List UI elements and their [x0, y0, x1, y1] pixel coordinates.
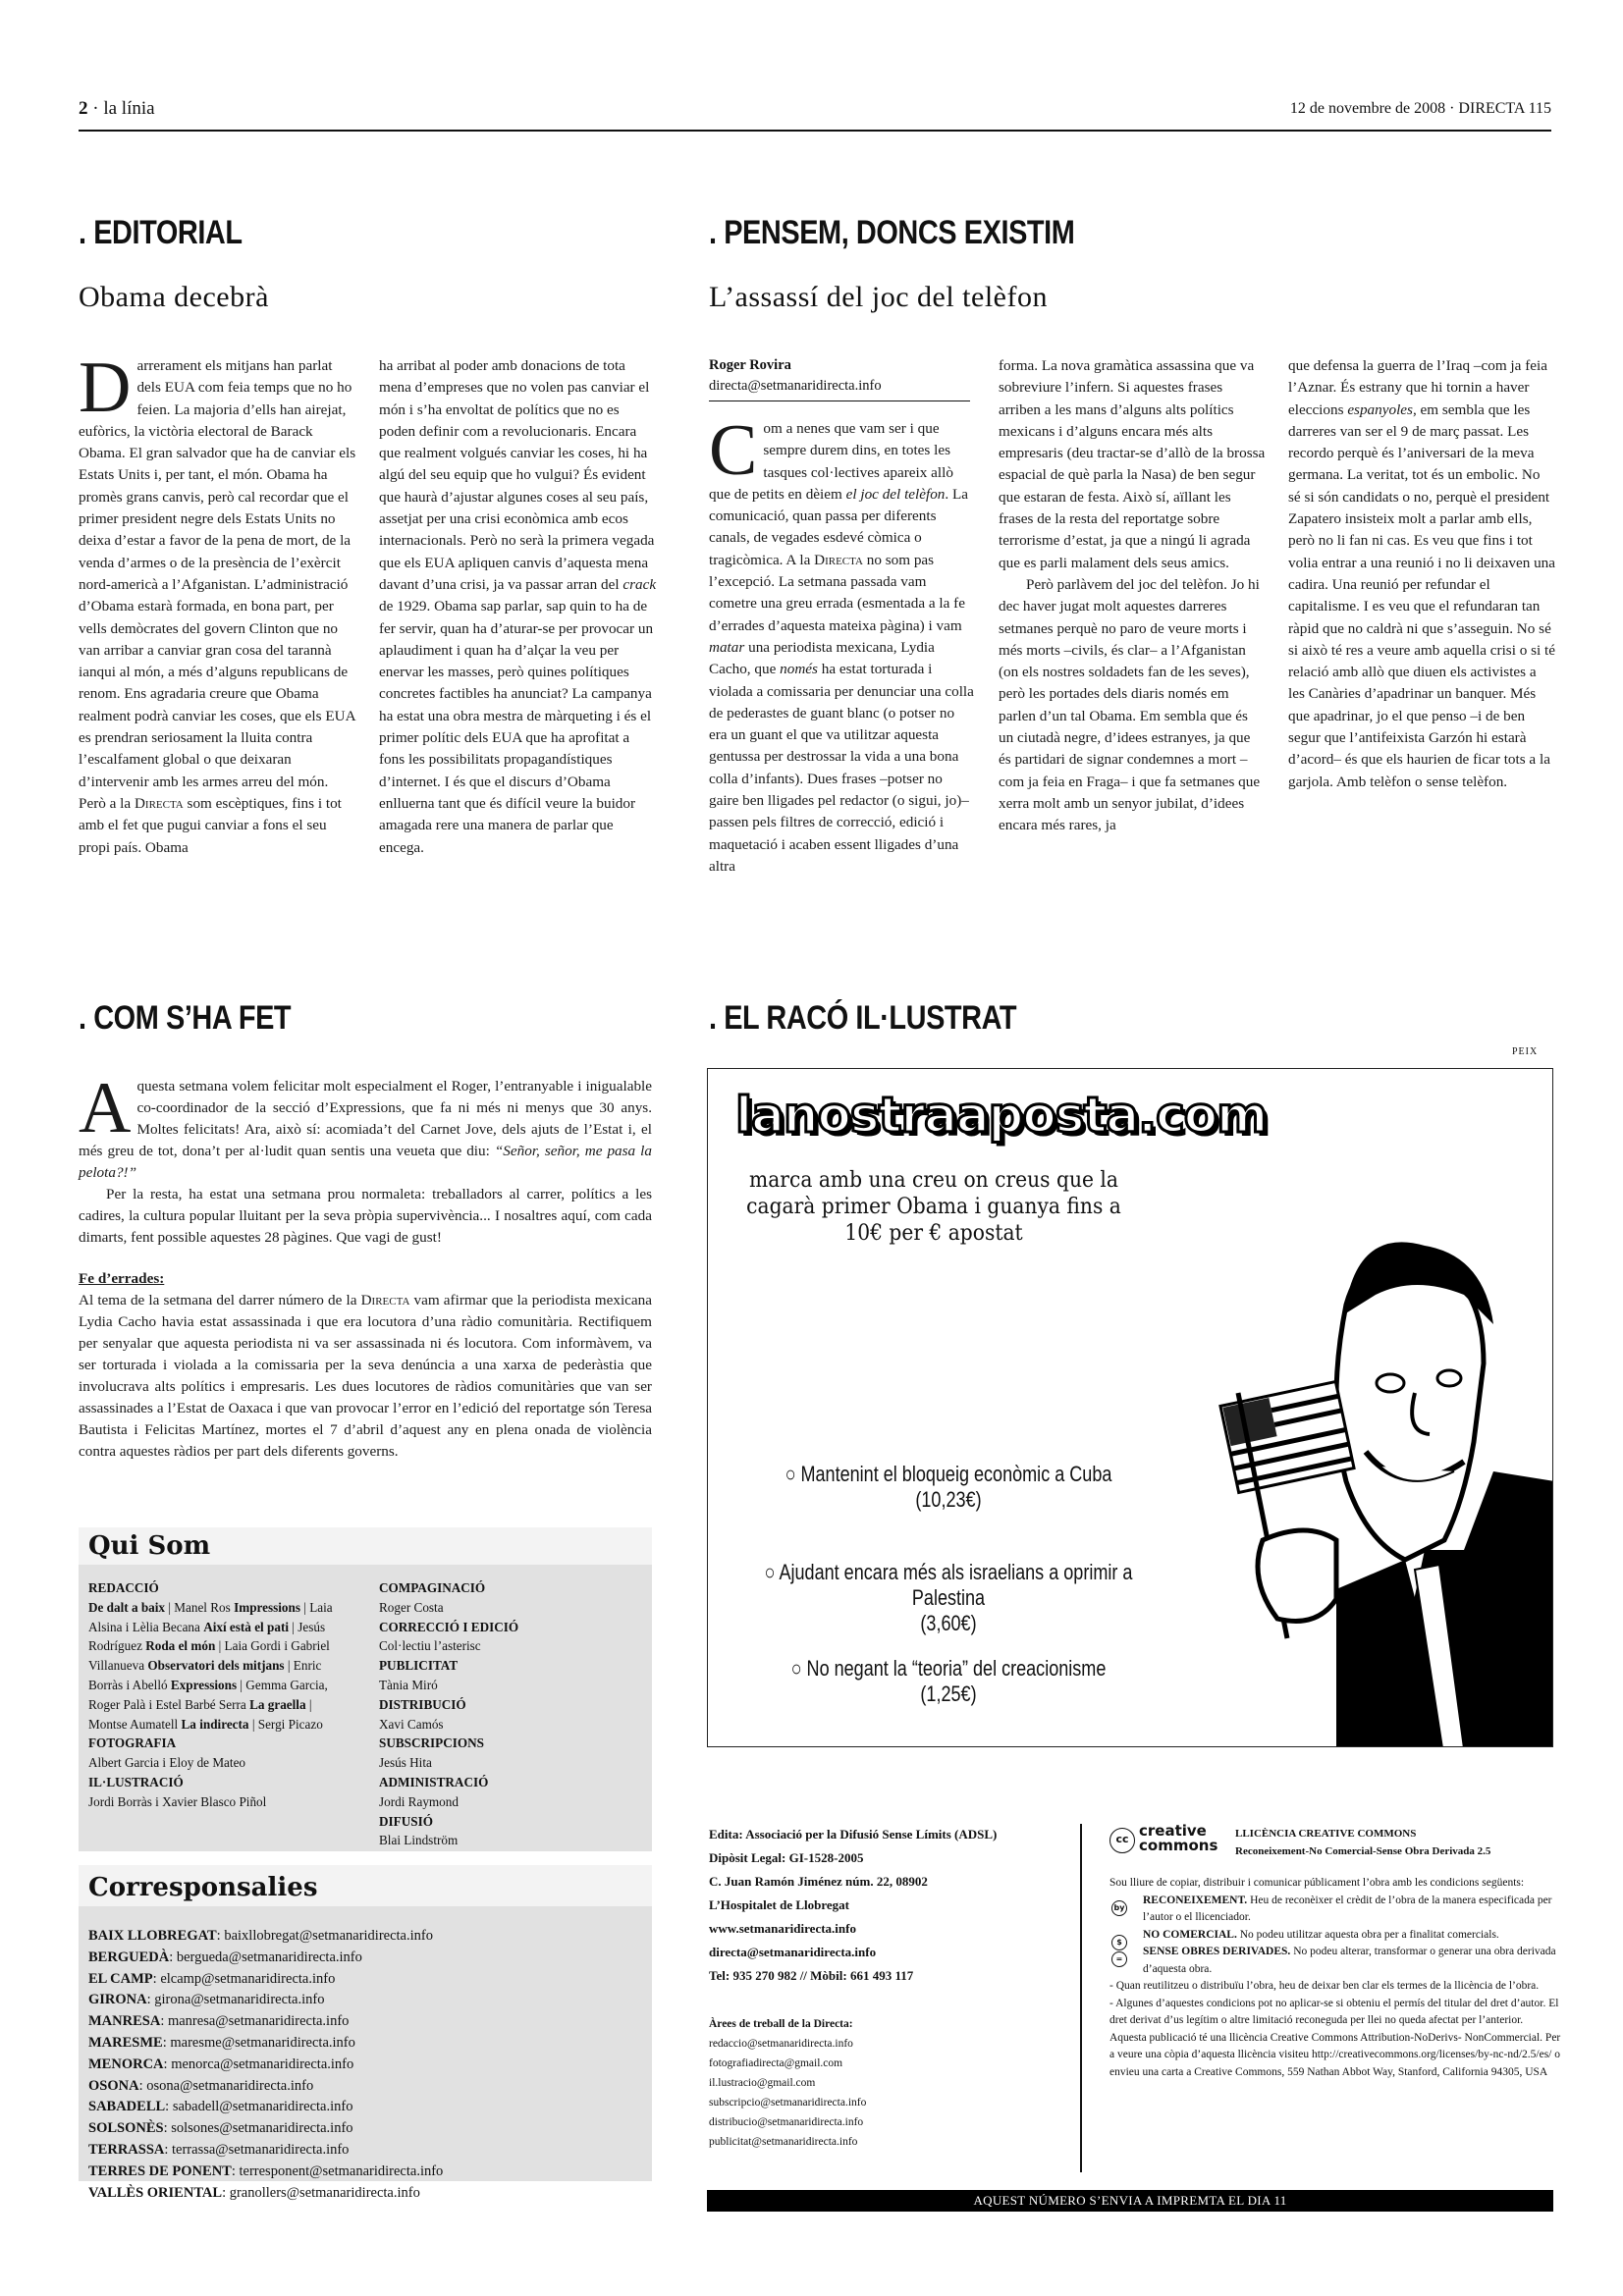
staff-names: Xavi Camós [379, 1716, 444, 1732]
condition-text: No podeu alterar, transformar o generar una obra derivada d’aquesta obra. [1143, 1946, 1556, 1975]
separator: : [152, 1970, 161, 1987]
staff-names: Jordi Raymond [379, 1793, 459, 1809]
work-area-email[interactable]: redaccio@setmanaridirecta.info [709, 2038, 853, 2050]
bullet-circle-icon: ○ [790, 1656, 807, 1681]
bet-option [763, 1560, 1133, 1636]
correspondent-row [88, 1948, 642, 1969]
region-email[interactable]: bergueda@setmanaridirecta.info [176, 1949, 362, 1965]
separator: : [216, 1928, 225, 1944]
section-name: La indirecta [181, 1716, 249, 1732]
running-header [79, 98, 1551, 132]
bet-option [763, 1462, 1133, 1513]
staff-sections [88, 1598, 353, 1735]
byline [709, 355, 970, 401]
correspondent-row [88, 2183, 642, 2205]
region-name: VALLÈS ORIENTAL [88, 2184, 223, 2201]
section-name: · la línia [92, 98, 155, 119]
region-name: MENORCA [88, 2056, 164, 2072]
section-name: Observatori dels mitjans [147, 1658, 285, 1674]
noncommercial-icon: $ [1111, 1935, 1127, 1950]
condition-text: Heu de reconèixer el crèdit de l’obra de la manera especificada per l’autor o el llicenciador. [1143, 1894, 1552, 1923]
license-note-1: - Quan reutilitzeu o distribuïu l’obra, heu de deixar ben clar els termes de la llicència de l’obra. [1109, 1980, 1540, 1992]
column-divider [1080, 1824, 1082, 2172]
opinion-headline: L’assassí del joc del telèfon [709, 281, 1048, 313]
separator: : [222, 2184, 230, 2201]
license-subtitle: Reconeixement-No Comercial-Sense Obra Derivada 2.5 [1235, 1844, 1491, 1857]
region-name: MARESME [88, 2034, 163, 2051]
work-areas [709, 2014, 1072, 2152]
qui-som-left-column [88, 1578, 353, 1812]
credit-line: Tel: 935 270 982 // Mòbil: 661 493 117 [709, 1968, 914, 1983]
condition-name: RECONEIXEMENT. [1143, 1894, 1248, 1906]
staff-names: Roger Costa [379, 1599, 444, 1615]
region-name: BERGUEDÀ [88, 1949, 170, 1965]
section-name: Impressions [234, 1599, 300, 1615]
bet-odds: (10,23€) [915, 1487, 982, 1512]
editorial-column-1: Darrerament els mitjans han parlat dels EUA com feia temps que no ho feien. La majoria d’ells han airejat, eufòrics, la victòria electoral de Barack Obama. El gran salvador que ha de canviar els Estats Units i, per tant, el món. Obama ha promès grans canvis, però cal recordar que el primer president negre dels Estats Units no deixa d’estar a favor de la pena de mort, de la venda d’armes o de la presència de l’exèrcit nord-americà a l’Afganistan. L’administració d’Obama estarà formada, en bona part, per vells demòcrates del govern Clinton que no van arribar a canviar gran cosa del tarannà ianqui al món, a més d’alguns republicans de renom. Ens agradaria creure que Obama realment podrà canviar les coses, que els EUA es prendran seriosament la lluita contra l’escalfament global o que deixaran d’intervenir amb les armes arreu del món. Però a la Directa som escèptiques, fins i tot amb el fet que pugui canviar a fons el seu propi país. Obama [79, 347, 356, 856]
correspondent-row [88, 2118, 642, 2140]
credit-line: Edita: Associació per la Difusió Sense Límits (ADSL) [709, 1827, 998, 1842]
bet-option-text: Mantenint el bloqueig econòmic a Cuba [800, 1462, 1112, 1486]
license-title: LLICÈNCIA CREATIVE COMMONS [1235, 1828, 1417, 1840]
staff-names: | Sergi Picazo [248, 1716, 323, 1732]
staff-names: Blai Lindström [379, 1833, 459, 1848]
work-area-email[interactable]: publicitat@setmanaridirecta.info [709, 2136, 858, 2148]
staff-names: | Gemma Garcia, Roger Palà i Estel Barbé Serra [88, 1677, 328, 1712]
region-email[interactable]: girona@setmanaridirecta.info [154, 1992, 325, 2008]
obama-caricature-drawing [1169, 1128, 1553, 1747]
corresponsalies-list [79, 1906, 652, 2214]
staff-role-heading: SUBSCRIPCIONS [379, 1735, 484, 1751]
region-email[interactable]: solsones@setmanaridirecta.info [171, 2120, 353, 2137]
region-name: MANRESA [88, 2013, 161, 2030]
staff-names: Jesús Hita [379, 1755, 432, 1771]
region-name: TERRASSA [88, 2141, 165, 2158]
license-body [1109, 1875, 1561, 2081]
qui-som-panel [79, 1527, 652, 1851]
correspondent-row [88, 2055, 642, 2076]
qui-som-right-column [379, 1578, 634, 1850]
bet-option [763, 1656, 1133, 1707]
section-name: La graella [249, 1696, 306, 1712]
separator: : [163, 2056, 172, 2072]
errata-title: Fe d’errades: [79, 1270, 165, 1287]
page-number: 2 [79, 98, 88, 119]
dropcap: C [709, 410, 758, 491]
dropcap: D [79, 347, 132, 428]
attribution-icon: by [1111, 1900, 1127, 1916]
separator: : [146, 1992, 155, 2008]
errata: Fe d’errades: Al tema de la setmana del darrer número de la Directa vam afirmar que la periodista mexicana Lydia Cacho havia estat assassinada i que era locutora d’una ràdio comunitària. Rectifiquem per senyalar que aquesta periodista ni va ser assassinada ni és locutora. Com informàvem, va ser torturada i violada a la comissaria per la seva denúncia a una xarxa de pederàstia que involucrava alts polítics i empresaris. Les dues locutores de ràdios comunitàries que van ser assassinades a l’Estat de Oaxaca i que van provocar l’error en l’edició del reportatge són Teresa Bautista i Felicitas Martínez, mortes el 7 d’abril d’aquest any en plena onada de violència contra aquestes ràdios per part dels diferents governs. [79, 1270, 652, 1460]
staff-role-heading: ADMINISTRACIÓ [379, 1774, 489, 1789]
publisher-credits [709, 1823, 1072, 1988]
print-date-bar: AQUEST NÚMERO S’ENVIA A IMPREMTA EL DIA 11 [707, 2190, 1553, 2212]
region-email[interactable]: maresme@setmanaridirecta.info [170, 2034, 355, 2051]
creative-commons-logo: cc creative commons [1109, 1826, 1208, 1859]
cartoon-illustration [707, 1068, 1553, 1747]
correspondent-row [88, 1969, 642, 1991]
page-section-label [79, 98, 155, 120]
cartoon-tagline: marca amb una creu on creus que la cagarà primer Obama i guanya fins a 10€ per € apostat [746, 1168, 1121, 1246]
region-email[interactable]: baixllobregat@setmanaridirecta.info [224, 1928, 433, 1944]
bet-odds: (1,25€) [920, 1682, 977, 1706]
qui-som-title: Qui Som [79, 1527, 652, 1565]
bet-option-text: No negant la “teoria” del creacionisme [806, 1656, 1107, 1681]
work-area-email[interactable]: il.lustracio@gmail.com [709, 2077, 816, 2089]
staff-names: | Laia Gordi i Gabriel Villanueva [88, 1638, 330, 1674]
illustration-section-title: . EL RACÓ IL·LUSTRAT [709, 999, 1017, 1037]
separator: : [160, 2013, 168, 2030]
section-name: Expressions [170, 1677, 238, 1692]
bet-option-text: Ajudant encara més als israelians a oprimir a Palestina [779, 1560, 1133, 1610]
license-intro: Sou lliure de copiar, distribuir i comunicar públicament l’obra amb les condicions següents: [1109, 1877, 1525, 1889]
staff-role-heading: CORRECCIÓ I EDICIÓ [379, 1619, 519, 1634]
section-name: Roda el món [145, 1638, 216, 1654]
section-name: Així està el pati [203, 1619, 289, 1634]
work-area-email[interactable]: distribucio@setmanaridirecta.info [709, 2116, 864, 2128]
region-name: TERRES DE PONENT [88, 2163, 232, 2179]
brand-name: Directa [134, 794, 184, 812]
staff-names: Tània Miró [379, 1677, 438, 1692]
region-name: EL CAMP [88, 1970, 153, 1987]
license-condition [1109, 1893, 1561, 1927]
correspondent-row [88, 2033, 642, 2055]
separator: : [164, 2141, 173, 2158]
license-note-2: - Algunes d’aquestes condicions pot no aplicar-se si obteniu el permís del titular del dret d’autor. El dret derivat d’us legítim o altre limitació reconeguda per llei no queda afectat per l’anterior. [1109, 1997, 1559, 2026]
bullet-circle-icon: ○ [764, 1560, 780, 1584]
bullet-circle-icon: ○ [784, 1462, 801, 1486]
opinion-column-3: que defensa la guerra de l’Iraq –com ja feia l’Aznar. És estrany que hi tornin a haver eleccions espanyoles, em sembla que les darreres van ser el 9 de març passat. Les recordo perquè és l’aniversari de la meva germana. La veritat, tot és un embolic. No sé si són candidats o no, perquè el president Zapatero insisteix molt a parlar amb ells, però no li fan ni cas. Es veu que fins i tot volia entrar a una reunió i no li deixaven una cadira. Una reunió per refundar el capitalisme. I es veu que el refundaran tan ràpid que no caldrà ni que s’asseguin. No sé si això té res a veure amb aquella crisi o si té relació amb allò que diuen els activistes a les Canàries d’apadrinar un banquer. Més que apadrinar, jo el que penso –i de ben segur que l’antifeixista Garzón hi estarà d’acord– és que els haurien de ficar tots a la garjola. Amb telèfon o sense telèfon. [1288, 357, 1556, 790]
region-email[interactable]: sabadell@setmanaridirecta.info [172, 2099, 353, 2115]
condition-name: NO COMERCIAL. [1143, 1928, 1237, 1941]
staff-names: | Jesús Rodríguez [88, 1619, 326, 1654]
region-name: SOLSONÈS [88, 2120, 164, 2137]
section-name: De dalt a baix [88, 1599, 166, 1615]
staff-role-heading: IL·LUSTRACIÓ [88, 1774, 184, 1789]
corresponsalies-title: Corresponsalies [79, 1865, 652, 1906]
brand-name: Directa [360, 1292, 410, 1308]
staff-names: Albert Garcia i Eloy de Mateo [88, 1755, 246, 1771]
staff-role-heading: DIFUSIÓ [379, 1813, 433, 1829]
credit-line: C. Juan Ramón Jiménez núm. 22, 08902 [709, 1874, 928, 1889]
staff-names: Jordi Borràs i Xavier Blasco Piñol [88, 1793, 267, 1809]
region-email[interactable]: osona@setmanaridirecta.info [146, 2077, 314, 2094]
condition-text: No podeu utilitzar aquesta obra per a finalitat comercials. [1236, 1928, 1499, 1941]
separator: : [162, 2034, 171, 2051]
opinion-column-1: Com a nenes que vam ser i que sempre durem dins, en totes les tasques col·lectives apareix allò que de petits en dèiem el joc del telèfon. La comunicació, quan passa per diferents canals, de vegades esdevé còmica o tragicòmica. A la Directa no som pas l’excepció. La setmana passada vam cometre una greu errada (esmentada a la fe d’errades d’aquesta mateixa pàgina) i vam matar una periodista mexicana, Lydia Cacho, que només ha estat torturada i violada a comissaria per denunciar una colla de pederastes de guant blanc (o potser no era un guant el que va utilitzar aquesta gentussa per destrossar la vida a una bona colla d’infants). Dues frases –potser no gaire ben lligades pel redactor (o sigui, jo)– passen pels filtres de correcció, edició i maquetació i acaben essent lligades d’una altra [709, 410, 974, 875]
staff-role-heading: REDACCIÓ [88, 1580, 159, 1595]
staff-names: Col·lectiu l’asterisc [379, 1638, 481, 1654]
license-condition [1109, 1944, 1561, 1978]
credit-line: L’Hospitalet de Llobregat [709, 1897, 850, 1912]
cartoon-logo: lanostraaposta.com [735, 1087, 1268, 1144]
region-email[interactable]: elcamp@setmanaridirecta.info [160, 1970, 336, 1987]
making-of-section-title: . COM S’HA FET [79, 999, 292, 1037]
dropcap: A [79, 1068, 132, 1148]
correspondent-row [88, 1926, 642, 1948]
correspondent-row [88, 2097, 642, 2118]
region-email[interactable]: terrassa@setmanaridirecta.info [172, 2141, 350, 2158]
correspondent-row [88, 2162, 642, 2183]
author-email[interactable]: directa@setmanaridirecta.info [709, 378, 882, 394]
brand-name: Directa [814, 551, 863, 568]
staff-names: | Manel Ros [165, 1599, 235, 1615]
work-area-email[interactable]: subscripcio@setmanaridirecta.info [709, 2097, 867, 2109]
caricature-figure [1220, 1242, 1553, 1747]
editorial-headline: Obama decebrà [79, 281, 269, 313]
region-name: SABADELL [88, 2099, 166, 2115]
credit-line: Dipòsit Legal: GI-1528-2005 [709, 1850, 864, 1865]
region-name: BAIX LLOBREGAT [88, 1928, 217, 1944]
region-email[interactable]: granollers@setmanaridirecta.info [229, 2184, 420, 2201]
separator: : [163, 2120, 172, 2137]
illustrator-credit: PEIX [1512, 1046, 1539, 1057]
separator: : [138, 2077, 147, 2094]
license-note-3: Aquesta publicació té una llicència Creative Commons Attribution-NoDerivs- NonCommercial. Per a veure una còpia d’aquesta llicència visiteu http://creativecommons.org/licenses/by-nc-nd/2.5/es/ o envieu una carta a Creative Commons, 559 Nathan Abbot Way, Stanford, California 94305, USA [1109, 2031, 1561, 2078]
no-derivatives-icon: = [1111, 1951, 1127, 1967]
region-name: OSONA [88, 2077, 139, 2094]
making-of-body: Aquesta setmana volem felicitar molt especialment el Roger, l’entranyable i inigualable co-coordinador de la secció d’Expressions, que fa ni més ni menys que 30 anys. Moltes felicitats! Ara, això sí: acomiada’t del Carnet Jove, dels ajuts de l’Estat i, el més greu de tot, dona’t per al·ludit quan sentis una veueta que diu: “Señor, señor, me pasa la pelota?!” Per la resta, ha estat una setmana prou normaleta: treballadors al carrer, polítics a les cadires, la cultura popular lluitant per la seva pròpia supervivència... I nosaltres aquí, com cada dimarts, fent possible aquestes 28 pàgines. Que vagi de gust! [79, 1068, 652, 1246]
separator: : [231, 2163, 240, 2179]
cc-icon: cc [1109, 1828, 1135, 1853]
correspondent-row [88, 2140, 642, 2162]
separator: : [165, 2099, 173, 2115]
corresponsalies-panel [79, 1865, 652, 2201]
correspondent-row [88, 2076, 642, 2098]
editorial-column-2: ha arribat al poder amb donacions de tota mena d’empreses que no volen pas canviar el món i s’ha envoltat de polítics que no es poden definir com a revolucionaris. Encara que realment volgués canviar les coses, hi ha algú del seu equip que ho vulgui? És evident que haurà d’ajustar algunes coses al seu país, assetjat per una crisi econòmica amb ecos internacionals. Però no serà la primera vegada que els EUA apliquen canvis d’aquesta mena davant d’una crisi, ja va passar arran del crack de 1929. Obama sap parlar, sap quin to ha de fer servir, quan ha d’aturar-se per provocar un aplaudiment i quan ha d’alçar la veu per enervar les masses, però quines polítiques concretes factibles ha anunciat? La campanya ha estat una obra mestra de màrqueting i és el primer polític dels EUA que ha aprofitat a fons les possibilitats propagandístiques d’internet. I és que el discurs d’Obama enlluerna tant que és difícil veure la buidor amagada rere una manera de parlar que encega. [379, 357, 657, 856]
separator: : [169, 1949, 177, 1965]
region-email[interactable]: menorca@setmanaridirecta.info [171, 2056, 354, 2072]
staff-role-heading: COMPAGINACIÓ [379, 1580, 486, 1595]
region-name: GIRONA [88, 1992, 147, 2008]
bet-odds: (3,60€) [920, 1611, 977, 1635]
opinion-column-2: forma. La nova gramàtica assassina que va sobreviure l’infern. Si aquestes frases arriben a les mans d’alguns alts polítics mexicans i d’alguns encara més alts empresaris (deu tractar-se d’allò de la brossa espacial de què parla la Nasa) de ben segur que estaran de festa. Això sí, aïllant les frases de la resta del reportatge sobre terrorisme d’estat, ja que a ningú li agrada que es parli malament dels seus amics. Però parlàvem del joc del telèfon. Jo hi dec haver jugat molt aquestes darreres setmanes perquè no paro de veure morts i més morts –civils, és clar– a l’Afganistan (on els nostres soldadets fan de les seves), però les portades dels diaris només em parlen d’un tal Obama. Em sembla que és un ciutadà negre, d’idees estranyes, ja que és partidari de signar condemnes a mort –com ja feia en Fraga– i que fa setmanes que xerra molt amb un senyor jubilat, d’idees encara més rares, ja [999, 357, 1266, 834]
staff-names: | Enric Borràs i Abelló [88, 1658, 322, 1692]
editorial-section-title: . EDITORIAL [79, 214, 243, 251]
work-areas-title: Àrees de treball de la Directa: [709, 2018, 853, 2030]
condition-name: SENSE OBRES DERIVADES. [1143, 1946, 1291, 1957]
opinion-section-title: . PENSEM, DONCS EXISTIM [709, 214, 1075, 251]
credit-line: www.setmanaridirecta.info [709, 1921, 856, 1936]
staff-role-heading: FOTOGRAFIA [88, 1735, 177, 1751]
credit-line: directa@setmanaridirecta.info [709, 1945, 877, 1959]
staff-role-heading: DISTRIBUCIÓ [379, 1696, 466, 1712]
staff-role-heading: PUBLICITAT [379, 1658, 459, 1674]
license-condition [1109, 1927, 1561, 1945]
region-email[interactable]: manresa@setmanaridirecta.info [167, 2013, 350, 2030]
author-name: Roger Rovira [709, 357, 791, 373]
staff-names: | Laia Alsina i Lèlia Becana [88, 1599, 333, 1634]
license-heading [1235, 1826, 1559, 1860]
correspondent-row [88, 1990, 642, 2011]
region-email[interactable]: terresponent@setmanaridirecta.info [239, 2163, 444, 2179]
bet-options [723, 1069, 1174, 1746]
correspondent-row [88, 2011, 642, 2033]
work-area-email[interactable]: fotografiadirecta@gmail.com [709, 2057, 843, 2069]
staff-names: | Montse Aumatell [88, 1696, 312, 1732]
date-issue: 12 de novembre de 2008 · DIRECTA 115 [1289, 100, 1551, 117]
